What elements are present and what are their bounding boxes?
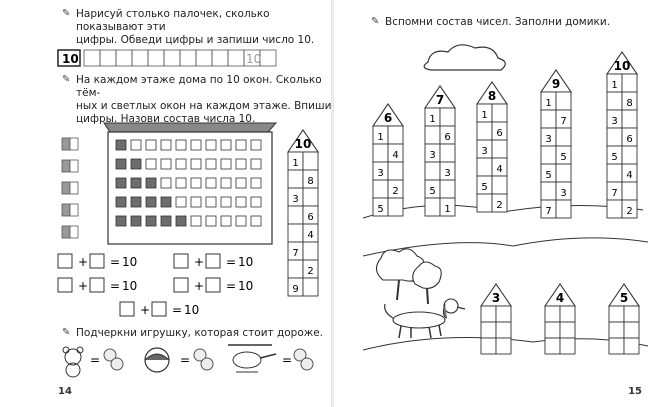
tower-cell[interactable]	[303, 278, 318, 296]
tree-icon	[376, 249, 441, 304]
small-house-5-cell[interactable]	[609, 338, 624, 354]
house-10-cell[interactable]	[622, 74, 637, 92]
house-6-cell-value: 1	[377, 132, 384, 143]
house-9-cell-value: 3	[545, 134, 552, 145]
house-10-cell[interactable]	[622, 146, 637, 164]
equals-sign: =	[90, 353, 101, 367]
house-7-cell-value: 5	[429, 186, 436, 197]
pencil-icon: ✎	[62, 327, 71, 338]
dark-window	[116, 159, 126, 169]
light-window	[221, 197, 231, 207]
plus-sign: +	[78, 255, 89, 269]
answer-box[interactable]	[152, 302, 166, 316]
helicopter-icon	[228, 345, 276, 372]
cloud	[424, 45, 505, 70]
strip-cell[interactable]	[180, 50, 196, 66]
small-house-5-cell[interactable]	[624, 322, 639, 338]
light-window	[221, 216, 231, 226]
answer-box[interactable]	[206, 254, 220, 268]
legend-light-cell[interactable]	[70, 182, 78, 194]
tower-cell[interactable]	[288, 170, 303, 188]
light-window	[176, 178, 186, 188]
light-window	[206, 197, 216, 207]
light-window	[191, 140, 201, 150]
house-10-number: 10	[613, 59, 631, 73]
small-house-4-cell[interactable]	[560, 338, 575, 354]
small-house-5-cell[interactable]	[624, 306, 639, 322]
house-10-cell[interactable]	[607, 128, 622, 146]
light-window	[131, 140, 141, 150]
number-houses	[373, 52, 637, 218]
light-window	[221, 140, 231, 150]
equations	[58, 254, 253, 317]
dark-window	[146, 197, 156, 207]
tower-cell-value: 7	[292, 248, 299, 259]
teddy-bear-icon	[63, 347, 83, 377]
house-8-cell[interactable]	[477, 122, 492, 140]
ball-icon	[145, 348, 169, 372]
house-8-cell-value: 1	[481, 110, 488, 121]
tower-cell-value: 6	[307, 212, 314, 223]
house-7-cell[interactable]	[440, 144, 455, 162]
house-6-cell[interactable]	[373, 144, 388, 162]
tower-cell[interactable]	[303, 152, 318, 170]
tower-number: 10	[294, 137, 312, 151]
dark-window	[131, 216, 141, 226]
light-window	[236, 159, 246, 169]
light-window	[146, 159, 156, 169]
house-10-cell-value: 5	[611, 152, 618, 163]
house-10-cell-value: 7	[611, 188, 618, 199]
house-8-cell-value: 5	[481, 182, 488, 193]
task2-text	[76, 74, 333, 126]
house-7-cell-value: 3	[444, 168, 451, 179]
house-9-cell-value: 1	[545, 98, 552, 109]
legend-dark-cell[interactable]	[62, 182, 70, 194]
strip-cell[interactable]	[228, 50, 244, 66]
house-9-cell[interactable]	[556, 164, 571, 182]
answer-box[interactable]	[174, 254, 188, 268]
house-10-cell[interactable]	[607, 92, 622, 110]
light-window	[191, 197, 201, 207]
strip-cell[interactable]	[84, 50, 100, 66]
dotted-ten: 10	[246, 52, 262, 66]
house-8-cell-value: 3	[481, 146, 488, 157]
tower-cell-value: 8	[307, 176, 314, 187]
legend-dark-cell[interactable]	[62, 160, 70, 172]
house-10-cell-value: 2	[626, 206, 633, 217]
house-8-cell[interactable]	[492, 104, 507, 122]
house-7-cell-value: 1	[429, 114, 436, 125]
task3-text: Подчеркни игрушку, которая стоит дороже.	[76, 327, 324, 339]
dachshund-icon	[385, 299, 465, 338]
answer-box[interactable]	[58, 278, 72, 292]
small-house-5-cell[interactable]	[609, 306, 624, 322]
strip-cell[interactable]	[132, 50, 148, 66]
right-page-drawing	[333, 0, 666, 407]
tower-cell-value: 4	[307, 230, 314, 241]
small-house-3-cell[interactable]	[496, 338, 511, 354]
house-9-cell-value: 7	[545, 206, 552, 217]
small-house-3-cell[interactable]	[496, 322, 511, 338]
small-house-3-cell[interactable]	[481, 338, 496, 354]
legend-light-cell[interactable]	[70, 204, 78, 216]
light-window	[161, 159, 171, 169]
strip-cell[interactable]	[164, 50, 180, 66]
dark-window	[161, 216, 171, 226]
tower-cell-value: 9	[292, 284, 299, 295]
task2-line2: ных и светлых окон на каждом этаже. Впиши	[76, 100, 332, 112]
house-7-cell[interactable]	[425, 198, 440, 216]
house-8-number: 8	[487, 89, 497, 103]
strip-cell[interactable]	[148, 50, 164, 66]
house-9-cell-value: 5	[545, 170, 552, 181]
legend-dark-cell[interactable]	[62, 226, 70, 238]
house-9-cell-value: 7	[560, 116, 567, 127]
right-task-text: Вспомни состав чисел. Заполни домики.	[385, 16, 611, 28]
plus-sign: +	[194, 279, 205, 293]
house-6-cell-value: 4	[392, 150, 399, 161]
house-7-cell[interactable]	[440, 180, 455, 198]
house-8-cell[interactable]	[477, 158, 492, 176]
dark-window	[116, 178, 126, 188]
house-10-cell-value: 8	[626, 98, 633, 109]
light-window	[191, 159, 201, 169]
dark-window	[116, 216, 126, 226]
building	[104, 123, 276, 244]
tower-cell-value: 3	[292, 194, 299, 205]
strip-cell[interactable]	[196, 50, 212, 66]
small-house-5-number: 5	[619, 291, 629, 305]
page-number-right: 15	[628, 386, 642, 397]
plus-sign: +	[194, 255, 205, 269]
light-window	[206, 216, 216, 226]
toys-row	[63, 345, 313, 377]
small-house-3-cell[interactable]	[496, 306, 511, 322]
house-10-cell-value: 3	[611, 116, 618, 127]
answer-box[interactable]	[58, 254, 72, 268]
house-10-cell-value: 6	[626, 134, 633, 145]
dark-window	[161, 197, 171, 207]
house-10-cell[interactable]	[622, 182, 637, 200]
light-window	[146, 140, 156, 150]
house-10-cell-value: 1	[611, 80, 618, 91]
dark-window	[131, 178, 141, 188]
legend-light-cell[interactable]	[70, 138, 78, 150]
light-window	[206, 140, 216, 150]
legend-dark-cell[interactable]	[62, 138, 70, 150]
light-window	[176, 159, 186, 169]
plus-sign: +	[78, 279, 89, 293]
task1-line1: Нарисуй столько палочек, сколько показывают эти	[76, 8, 270, 33]
tower-cell[interactable]	[288, 260, 303, 278]
tower-cell[interactable]	[303, 242, 318, 260]
answer-box[interactable]	[90, 254, 104, 268]
coins-icon	[194, 349, 213, 370]
equals-sign: =	[110, 279, 121, 293]
house-9-cell[interactable]	[556, 128, 571, 146]
strip-cell[interactable]	[260, 50, 276, 66]
tower-cell[interactable]	[288, 224, 303, 242]
result-ten: 10	[184, 303, 200, 317]
house-6-cell[interactable]	[388, 126, 403, 144]
house-6-cell-value: 5	[377, 204, 384, 215]
equals-sign: =	[172, 303, 183, 317]
small-house-3-number: 3	[491, 291, 501, 305]
house-9-cell[interactable]	[541, 146, 556, 164]
house-7-cell[interactable]	[425, 162, 440, 180]
light-window	[236, 197, 246, 207]
legend-dark-cell[interactable]	[62, 204, 70, 216]
house-8-cell[interactable]	[477, 194, 492, 212]
house-8-cell-value: 2	[496, 200, 503, 211]
house-7-number: 7	[435, 93, 445, 107]
light-window	[251, 197, 261, 207]
house-7-cell-value: 6	[444, 132, 451, 143]
house-9-cell-value: 3	[560, 188, 567, 199]
house-9-cell[interactable]	[541, 182, 556, 200]
light-window	[191, 216, 201, 226]
task1-line2: цифры. Обведи цифры и запиши число 10.	[76, 34, 315, 46]
task2-line1: На каждом этаже дома по 10 окон. Сколько тём-	[76, 74, 322, 99]
house-8-cell-value: 6	[496, 128, 503, 139]
answer-box[interactable]	[90, 278, 104, 292]
small-house-4-cell[interactable]	[545, 322, 560, 338]
equals-sign: =	[282, 353, 293, 367]
house-9-cell[interactable]	[541, 110, 556, 128]
house-8-cell[interactable]	[492, 176, 507, 194]
light-window	[206, 159, 216, 169]
house-8-cell[interactable]	[492, 140, 507, 158]
legend-light-cell[interactable]	[70, 160, 78, 172]
light-window	[236, 140, 246, 150]
house-9-cell[interactable]	[556, 200, 571, 218]
small-house-5-cell[interactable]	[609, 322, 624, 338]
answer-box[interactable]	[120, 302, 134, 316]
empty-houses	[481, 284, 639, 354]
pencil-icon: ✎	[371, 16, 380, 27]
result-ten: 10	[122, 279, 138, 293]
equals-sign: =	[226, 255, 237, 269]
house-8-cell-value: 4	[496, 164, 503, 175]
task2-line3: цифры. Назови состав числа 10.	[76, 113, 256, 125]
dark-window	[146, 178, 156, 188]
house-10-cell[interactable]	[622, 110, 637, 128]
plus-sign: +	[140, 303, 151, 317]
house-6-cell-value: 3	[377, 168, 384, 179]
right-page	[333, 0, 666, 407]
light-window	[251, 159, 261, 169]
dark-window	[116, 140, 126, 150]
tower-cell-value: 1	[292, 158, 299, 169]
light-window	[176, 197, 186, 207]
tower-cell-value: 2	[307, 266, 314, 277]
house-7-cell[interactable]	[425, 126, 440, 144]
pencil-icon: ✎	[62, 8, 71, 19]
house-7-cell-value: 1	[444, 204, 451, 215]
small-house-5-cell[interactable]	[624, 338, 639, 354]
house-6-cell-value: 2	[392, 186, 399, 197]
house-7-cell-value: 3	[429, 150, 436, 161]
house-9-cell-value: 5	[560, 152, 567, 163]
house-9-number: 9	[551, 77, 561, 91]
legend-light-cell[interactable]	[70, 226, 78, 238]
strip-cell[interactable]	[100, 50, 116, 66]
dark-window	[131, 159, 141, 169]
light-window	[251, 216, 261, 226]
light-window	[236, 178, 246, 188]
light-window	[236, 216, 246, 226]
coins-icon	[104, 349, 123, 370]
dark-window	[131, 197, 141, 207]
small-house-4-number: 4	[555, 291, 565, 305]
small-house-4-cell[interactable]	[560, 306, 575, 322]
light-window	[176, 140, 186, 150]
strip-cell[interactable]	[212, 50, 228, 66]
house-10-cell-value: 4	[626, 170, 633, 181]
equals-sign: =	[226, 279, 237, 293]
strip-cell[interactable]	[116, 50, 132, 66]
dark-window	[176, 216, 186, 226]
small-house-3-cell[interactable]	[481, 306, 496, 322]
house-6-cell[interactable]	[373, 180, 388, 198]
light-window	[251, 140, 261, 150]
tower-cell[interactable]	[303, 188, 318, 206]
number-ten: 10	[62, 52, 79, 66]
house-10-cell[interactable]	[607, 164, 622, 182]
dark-window	[146, 216, 156, 226]
house-10-cell[interactable]	[607, 200, 622, 218]
house-6-number: 6	[383, 111, 393, 125]
answer-box[interactable]	[174, 278, 188, 292]
house-9-cell[interactable]	[556, 92, 571, 110]
floor-legend	[62, 138, 78, 238]
house-6-cell[interactable]	[388, 198, 403, 216]
small-house-4-cell[interactable]	[545, 338, 560, 354]
light-window	[161, 140, 171, 150]
result-ten: 10	[122, 255, 138, 269]
number-house-10	[288, 130, 318, 296]
dark-window	[116, 197, 126, 207]
coins-icon	[294, 349, 313, 370]
light-window	[191, 178, 201, 188]
house-6-cell[interactable]	[388, 162, 403, 180]
light-window	[161, 178, 171, 188]
page-number-left: 14	[58, 386, 72, 397]
equals-sign: =	[180, 353, 191, 367]
result-ten: 10	[238, 255, 254, 269]
pencil-icon: ✎	[62, 74, 71, 85]
result-ten: 10	[238, 279, 254, 293]
small-house-4-cell[interactable]	[560, 322, 575, 338]
answer-box[interactable]	[206, 278, 220, 292]
light-window	[221, 178, 231, 188]
light-window	[251, 178, 261, 188]
house-7-cell[interactable]	[440, 108, 455, 126]
small-house-4-cell[interactable]	[545, 306, 560, 322]
light-window	[206, 178, 216, 188]
tower-cell[interactable]	[288, 206, 303, 224]
small-house-3-cell[interactable]	[481, 322, 496, 338]
equals-sign: =	[110, 255, 121, 269]
light-window	[221, 159, 231, 169]
